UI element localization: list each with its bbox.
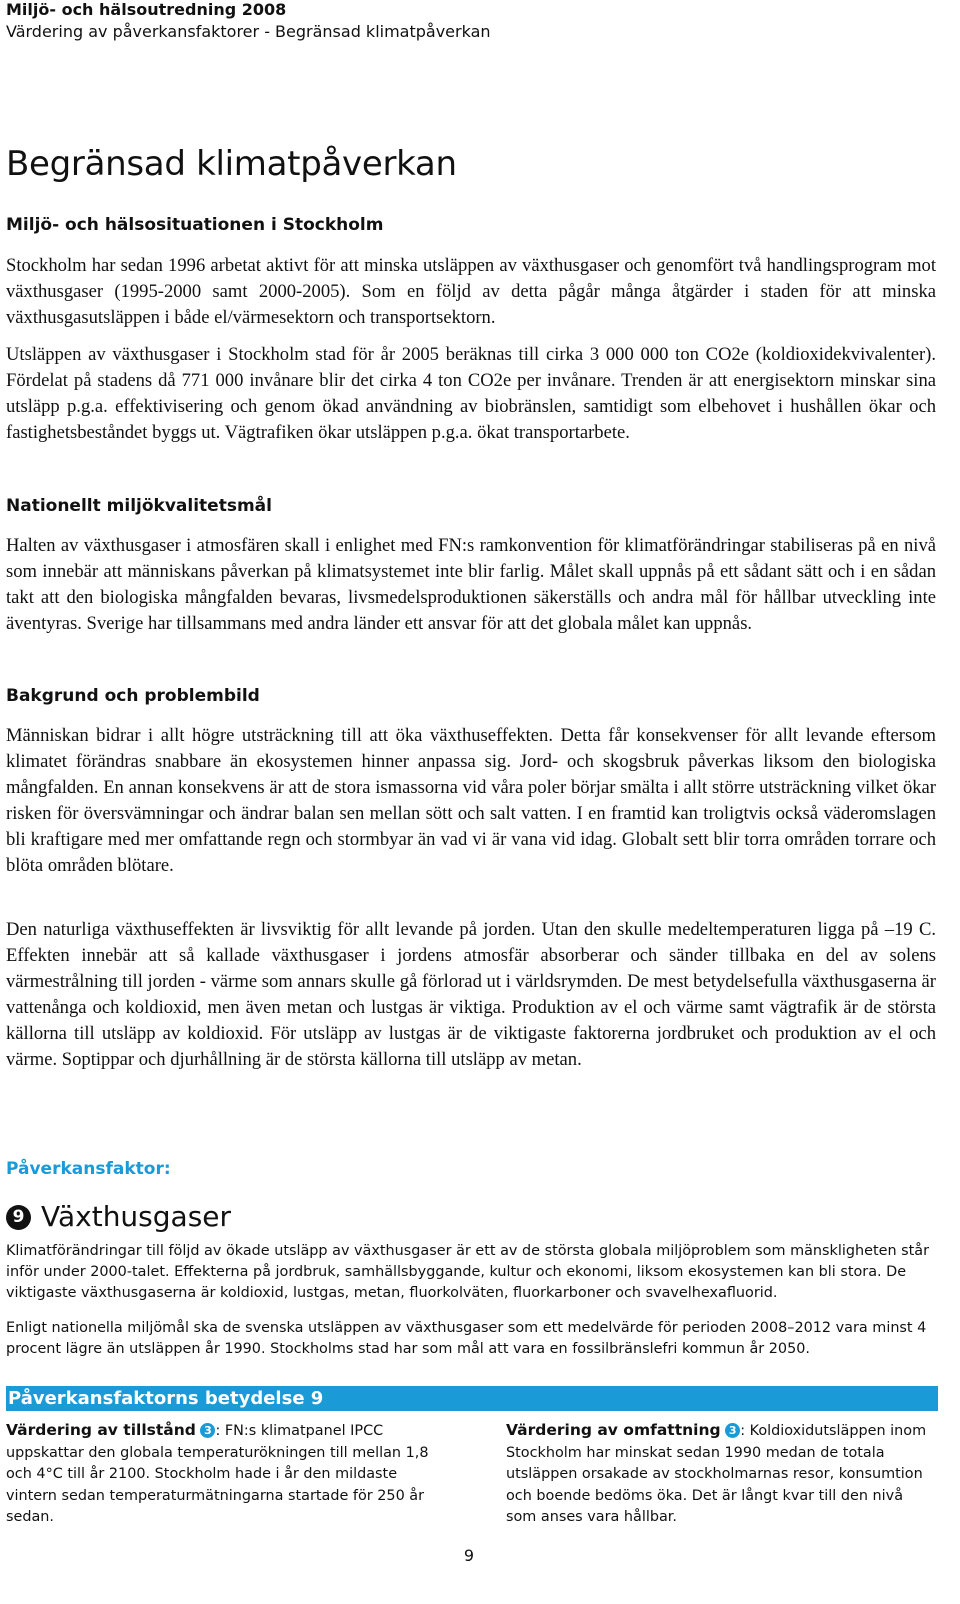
extent-score-badge: 3 [725, 1423, 740, 1438]
paragraph-national-goal: Halten av växthusgaser i atmosfären skall i enlighet med FN:s ramkonvention för klimatförändringar stabiliseras på en nivå som innebär att människans påverkan på klimatsystemet inte blir farlig. Målet skall uppnås på ett sådant sätt och i en sådan takt att den biologiska mångfalden bevaras, livsmedelsproduktionen säkerställs och andra mål för hållbar utveckling inte äventyras. Sverige har tillsammans med andra länder ett ansvar för att det globala målet kan uppnås. [6, 535, 936, 634]
significance-bar: Påverkansfaktorns betydelse 9 [6, 1386, 938, 1411]
paragraph-situation-1: Stockholm har sedan 1996 arbetat aktivt för att minska utsläppen av växthusgaser och genomfört två handlingsprogram mot växthusgaser (1995-2000 samt 2000-2005). Som en följd av detta pågår många åtgärder i staden för att minska växthusgasutsläppen i både el/värmesektorn och transportsektorn. [6, 255, 936, 328]
factor-label: Påverkansfaktor: [6, 1159, 171, 1179]
running-header [6, 0, 491, 44]
factor-name: Växthusgaser [41, 1200, 232, 1233]
factor-paragraph-1: Klimatförändringar till följd av ökade utsläpp av växthusgaser är ett av de största globala miljöproblem som mänskligheten står inför under 2000-talet. Effekterna på jordbruk, samhällsbyggande, kultur och ekonomi, liksom ekosystemen kan bli stora. De viktigaste växthusgaserna är koldioxid, lustgas, metan, fluorkolväten, fluorkarboner och svavelhexafluorid. [6, 1243, 930, 1301]
section-heading-national-goal: Nationellt miljökvalitetsmål [6, 496, 272, 516]
state-assessment [6, 1420, 434, 1529]
extent-assessment-label: Värdering av omfattning [506, 1421, 721, 1439]
factor-paragraph-2: Enligt nationella miljömål ska de svenska utsläppen av växthusgaser som ett medelvärde för perioden 2008–2012 vara minst 4 procent lägre än utsläppen år 1990. Stockholms stad har som mål att vara en fossilbränslefri kommun år 2050. [6, 1320, 927, 1357]
paragraph-background-1: Människan bidrar i allt högre utsträckning till att öka växthuseffekten. Detta får konsekvenser för allt levande eftersom klimatet förändras snabbare än ekosystemen hinner anpassa sig. Jord- och skogsbruk påverkas liksom den biologiska mångfalden. En annan konsekvens är att de stora ismassorna vid våra poler börjar smälta i allt större utsträckning vilket ökar risken för översvämningar och ändrar balan sen mellan sött och salt vatten. I en framtid kan troligtvis också väderomslagen bli kraftigare med mer omfattande regn och stormbyar än vad vi är vana vid idag. Globalt sett blir torra områden torrare och blöta områden blötare. [6, 725, 936, 876]
report-subtitle: Värdering av påverkansfaktorer - Begränsad klimatpåverkan [6, 22, 491, 41]
page-number: 9 [463, 1546, 475, 1565]
page-title: Begränsad klimatpåverkan [6, 144, 457, 184]
section-heading-background: Bakgrund och problembild [6, 686, 260, 706]
state-assessment-label: Värdering av tillstånd [6, 1421, 196, 1439]
section-heading-situation: Miljö- och hälsosituationen i Stockholm [6, 215, 384, 235]
state-assessment-text: : FN:s klimatpanel IPCC uppskattar den globala temperaturökningen till mellan 1,8 och 4°C till år 2100. Stockholm hade i år den mildaste vintern sedan temperaturmätningarna startade för 250 år sedan. [6, 1423, 429, 1526]
extent-assessment-text: : Koldioxidutsläppen inom Stockholm har minskat sedan 1990 medan de totala utsläppen orsakade av stockholmarnas resor, konsumtion och boende bedöms öka. Det är långt kvar till den nivå som anses vara hållbar. [506, 1423, 927, 1526]
state-score-badge: 3 [200, 1423, 215, 1438]
paragraph-background-2: Den naturliga växthuseffekten är livsviktig för allt levande på jorden. Utan den skulle medeltemperaturen ligga på –19 C. Effekten innebär att så kallade växthusgaser i jordens atmosfär absorberar och sänder tillbaka en del av solens värmestrålning till jorden - värme som annars skulle gå förlorad ut i världsrymden. De mest betydelsefulla växthusgaserna är vattenånga och koldioxid, men även metan och lustgas är viktiga. Produktion av el och värme samt vägtrafik är de största källorna till utsläpp av koldioxid. För utsläpp av lustgas är de viktigaste faktorerna jordbruket och produktion av el och värme. Soptippar och djurhållning är de största källorna till utsläpp av metan. [6, 919, 936, 1070]
factor-number-badge: 9 [6, 1205, 31, 1230]
factor-title [6, 1200, 936, 1234]
extent-assessment [506, 1420, 934, 1529]
paragraph-situation-2: Utsläppen av växthusgaser i Stockholm stad för år 2005 beräknas till cirka 3 000 000 ton CO2e (koldioxidekvivalenter). Fördelat på stadens då 771 000 invånare blir det cirka 4 ton CO2e per invånare. Trenden är att energisektorn minskar sina utsläpp p.g.a. effektivisering och genom ökad användning av biobränslen, samtidigt som elbehovet i hushållen ökar och fastighetsbeståndet byggs ut. Vägtrafiken ökar utsläppen p.g.a. ökat transportarbete. [6, 344, 936, 443]
report-title: Miljö- och hälsoutredning 2008 [6, 0, 287, 19]
